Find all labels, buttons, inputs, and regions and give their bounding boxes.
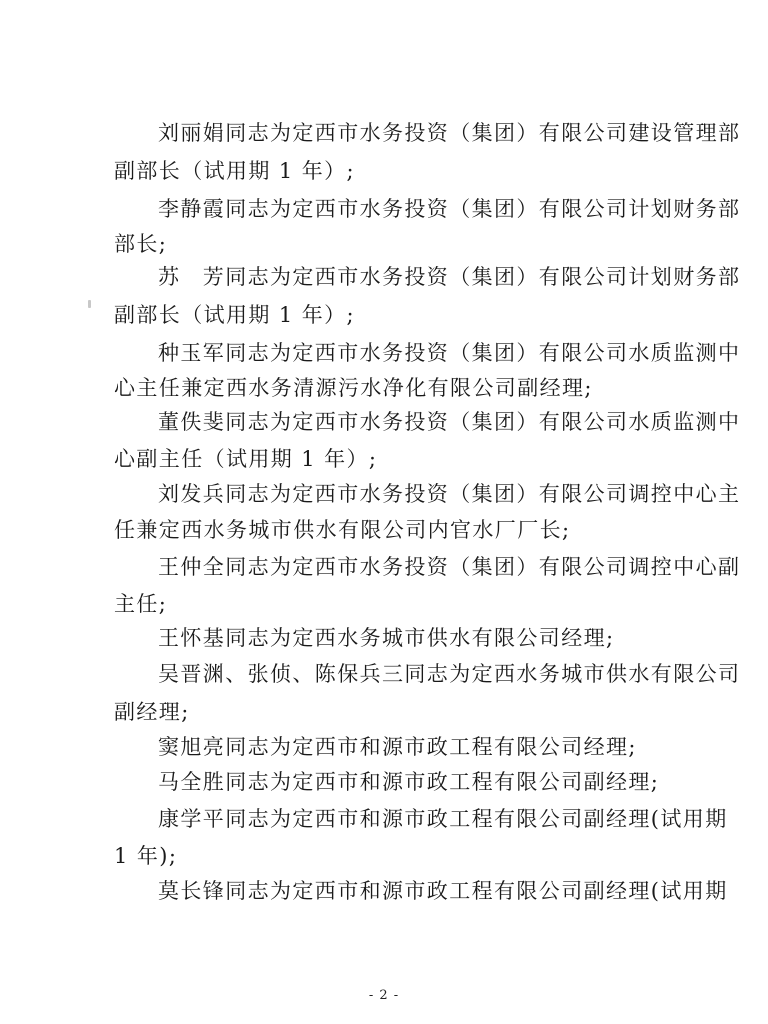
paragraph-line: 任兼定西水务城市供水有限公司内官水厂厂长; xyxy=(114,518,571,542)
paragraph-line: 李静霞同志为定西市水务投资（集团）有限公司计划财务部 xyxy=(158,197,741,221)
paragraph-line: 吴晋渊、张侦、陈保兵三同志为定西水务城市供水有限公司 xyxy=(158,662,741,686)
paragraph-line: 莫长锋同志为定西市和源市政工程有限公司副经理(试用期 xyxy=(158,879,728,903)
paragraph-line: 副部长（试用期 1 年）; xyxy=(114,159,355,183)
paragraph-line: 种玉军同志为定西市水务投资（集团）有限公司水质监测中 xyxy=(158,341,741,365)
paragraph-line: 心副主任（试用期 1 年）; xyxy=(114,447,378,471)
paragraph-line: 苏 芳同志为定西市水务投资（集团）有限公司计划财务部 xyxy=(158,265,741,289)
paragraph-line: 部长; xyxy=(114,232,168,256)
paragraph-line: 副部长（试用期 1 年）; xyxy=(114,303,355,327)
paragraph-line: 心主任兼定西水务清源污水净化有限公司副经理; xyxy=(114,376,593,400)
paragraph-line: 副经理; xyxy=(114,700,190,724)
paragraph-line: 王怀基同志为定西水务城市供水有限公司经理; xyxy=(158,626,615,650)
paragraph-line: 马全胜同志为定西市和源市政工程有限公司副经理; xyxy=(158,770,660,794)
paragraph-line: 康学平同志为定西市和源市政工程有限公司副经理(试用期 xyxy=(158,807,728,831)
paragraph-line: 刘发兵同志为定西市水务投资（集团）有限公司调控中心主 xyxy=(158,482,741,506)
paragraph-line: 王仲全同志为定西市水务投资（集团）有限公司调控中心副 xyxy=(158,555,741,579)
paragraph-line: 主任; xyxy=(114,592,168,616)
paragraph-line: 刘丽娟同志为定西市水务投资（集团）有限公司建设管理部 xyxy=(158,121,741,145)
paragraph-line: 窦旭亮同志为定西市和源市政工程有限公司经理; xyxy=(158,735,637,759)
page-number: - 2 - xyxy=(368,988,400,1003)
paragraph-line: 董佚斐同志为定西市水务投资（集团）有限公司水质监测中 xyxy=(158,410,741,434)
paragraph-line: 1 年); xyxy=(114,844,178,868)
scan-artifact xyxy=(88,300,91,308)
